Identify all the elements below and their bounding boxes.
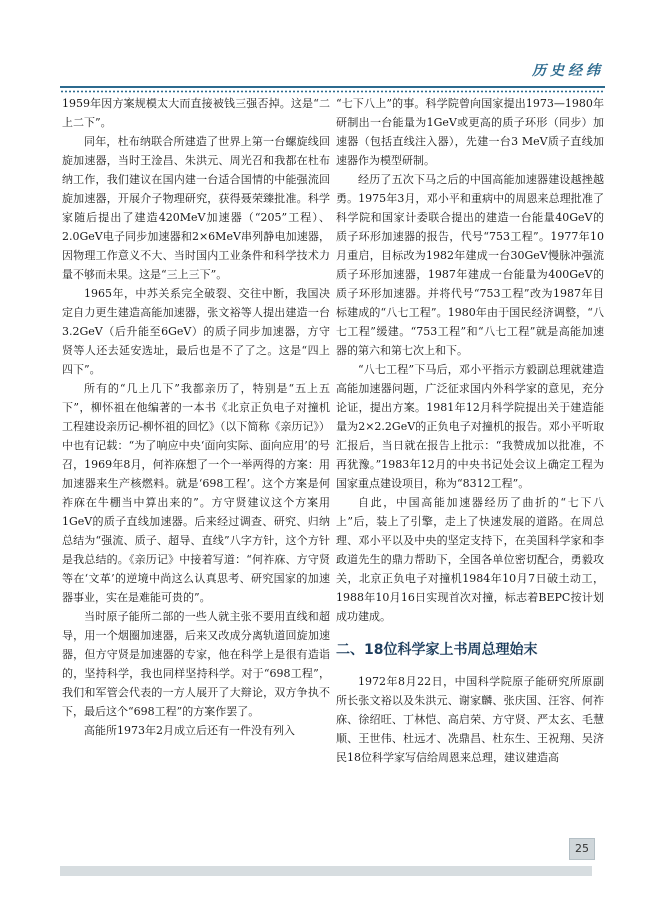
paragraph: 经历了五次下马之后的中国高能加速器建设越挫越勇。1975年3月，邓小平和重病中的周恩来总理批准了科学院和国家计委联合提出的建造一台能量40GeV的质子环形加速器的报告，代号“753工程”。1977年10月重启，目标改为1982年建成一台30GeV慢脉冲强流质子环形加速器，1987年建成一台能量为400GeV的质子环形加速器。并将代号“753工程”改为1987年目标建成的“八七工程”。1980年由于国民经济调整，“八七工程”缓建。“753工程”和“八七工程”就是高能加速器的第六和第七次上和下。 (336, 173, 604, 357)
paragraph: 所有的“几上几下”我都亲历了，特别是“五上五下”，柳怀祖在他编著的一本书《北京正负电子对撞机工程建设亲历记-柳怀祖的回忆》（以下简称《亲历记》）中也有记载：“为了响应中央‘面向实际、面向应用’的号召，1969年8月，何祚庥想了一个一举两得的方案：用加速器来生产核燃料。就是‘698工程’。这个方案是何祚庥在牛棚当中算出来的”。方守贤建议这个方案用1GeV的质子直线加速器。后来经过调查、研究、归纳总结为“强流、质子、超导、直线”八字方针，这个方针是我总结的。《亲历记》中接着写道：“何祚庥、方守贤等在‘文革’的逆境中尚这么认真思考、研究国家的加速器事业，实在是难能可贵的”。 (62, 382, 330, 604)
header-rule (60, 86, 605, 88)
left-column (62, 94, 330, 740)
header-dotted-rule (60, 90, 605, 93)
paragraph: 1959年因方案规模太大而直接被钱三强否掉。这是“二上二下”。 (62, 97, 330, 129)
paragraph: 高能所1973年2月成立后还有一件没有列入 (84, 724, 295, 737)
paragraph: 同年，杜布纳联合所建造了世界上第一台螺旋线回旋加速器，当时王淦昌、朱洪元、周光召和我都在杜布纳工作，我们建议在国内建一台适合国情的中能强流回旋加速器，开展介子物理研究，获得聂荣臻批准。科学家随后提出了建造420MeV加速器（“205”工程）、2.0GeV电子同步加速器和2×6MeV串列静电加速器，因物理工作意义不大、当时国内工业条件和科学技术力量不够而未果。这是“三上三下”。 (62, 135, 330, 281)
paragraph: 自此，中国高能加速器经历了曲折的“七下八上”后，装上了引擎，走上了快速发展的道路。在周总理、邓小平以及中央的坚定支持下，在美国科学家和李政道先生的鼎力帮助下，全国各单位密切配合，勇毅攻关，北京正负电子对撞机1984年10月7日破土动工，1988年10月16日实现首次对撞，标志着BEPC按计划成功建成。 (336, 496, 604, 623)
page-header (0, 46, 662, 91)
page-number: 25 (569, 838, 595, 860)
section-heading: 二、18位科学家上书周总理始末 (336, 642, 538, 658)
footer-bar (60, 866, 592, 876)
section-title: 历史经纬 (532, 63, 604, 79)
paragraph: 当时原子能所二部的一些人就主张不要用直线和超导，用一个烟圈加速器，后来又改成分离轨道回旋加速器，但方守贤是加速器的专家，他在科学上是很有造诣的，坚持科学，我也同样坚持科学。对于“698工程”，我们和军管会代表的一方人展开了大辩论，双方争执不下，最后这个“698工程”的方案作罢了。 (62, 610, 330, 718)
paragraph: 1965年，中苏关系完全破裂、交往中断，我国决定自力更生建造高能加速器，张文裕等人提出建造一台3.2GeV（后升能至6GeV）的质子同步加速器，方守贤等人还去延安选址，最后也是不了了之。这是“四上四下”。 (62, 287, 330, 376)
paragraph: “八七工程”下马后，邓小平指示方毅副总理就建造高能加速器问题，广泛征求国内外科学家的意见，充分论证，提出方案。1981年12月科学院提出关于建造能量为2×2.2GeV的正负电子对撞机的报告。邓小平听取汇报后，当日就在报告上批示：“我赞成加以批准，不再犹豫。”1983年12月的中央书记处会议上确定工程为国家重点建设项目，称为“8312工程”。 (336, 363, 604, 490)
paragraph: “七下八上”的事。科学院曾向国家提出1973—1980年研制出一台能量为1GeV或更高的质子环形（同步）加速器（包括直线注入器），先建一台3 MeV质子直线加速器作为模型研制。 (336, 97, 604, 167)
paragraph: 1972年8月22日，中国科学院原子能研究所原副所长张文裕以及朱洪元、谢家麟、张庆国、汪容、何祚庥、徐绍旺、丁林恺、高启荣、方守贤、严太玄、毛慧顺、王世伟、杜远才、冼鼎昌、杜东生、王祝翔、吴济民18位科学家写信给周恩来总理，建议建造高 (336, 675, 604, 764)
right-column (336, 94, 604, 767)
